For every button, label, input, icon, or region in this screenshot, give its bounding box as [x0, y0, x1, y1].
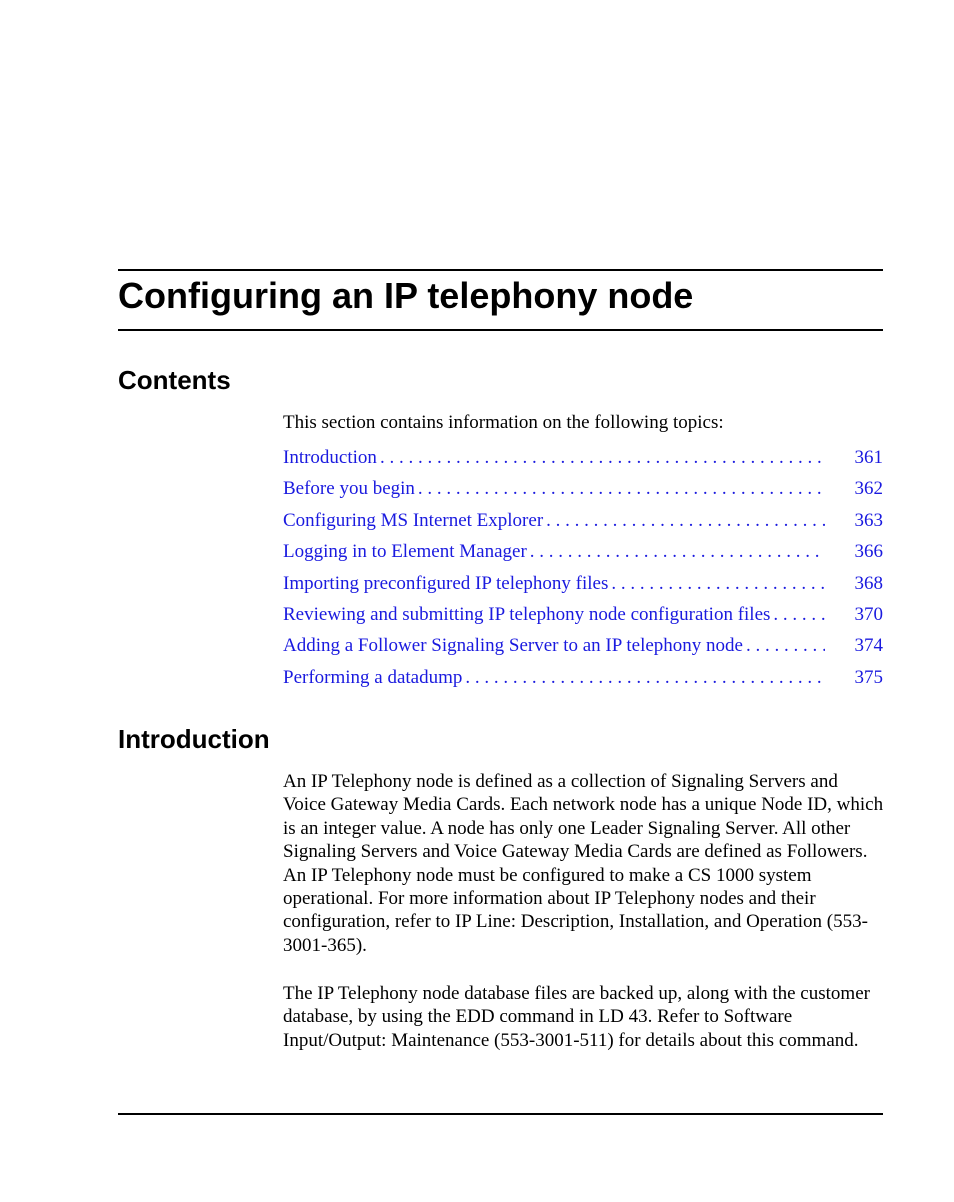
toc-leader-dots: [773, 603, 825, 627]
toc-entry-title: Introduction: [283, 447, 377, 468]
toc-entry-title: Configuring MS Internet Explorer: [283, 509, 544, 531]
toc-entry-title: Adding a Follower Signaling Server to an IP telephony node: [283, 635, 743, 657]
toc-entry-before-you-begin[interactable]: [283, 477, 883, 508]
toc-leader-dots: [546, 509, 825, 533]
toc-entry-logging-in-to-element-manager[interactable]: [283, 540, 883, 571]
toc-entry-title: Importing preconfigured IP telephony files: [283, 572, 609, 594]
introduction-paragraph-1: An IP Telephony node is defined as a collection of Signaling Servers and Voice Gateway Media Cards. Each network node has a unique Node ID, which is an integer value. A node has only one Leader Signaling Server. All other Signaling Servers and Voice Gateway Media Cards are defined as Followers. An IP Telephony node must be configured to make a CS 1000 system operational. For more information about IP Telephony nodes and their configuration, refer to IP Line: Description, Installation, and Operation (553-3001-365).: [283, 771, 884, 956]
toc-leader-dots: [465, 666, 825, 690]
toc-entry-page: 375: [854, 666, 883, 688]
toc-entry-introduction[interactable]: [283, 446, 883, 477]
toc-leader-dots: [418, 477, 825, 501]
toc-entry-adding-follower-signaling-server[interactable]: [283, 634, 883, 665]
introduction-heading: Introduction: [118, 724, 270, 754]
toc-entry-configuring-ms-internet-explorer[interactable]: [283, 509, 883, 540]
toc-entry-page: 362: [854, 478, 883, 500]
toc-entry-title: Reviewing and submitting IP telephony node configuration files: [283, 603, 771, 625]
toc-entry-page: 366: [854, 541, 883, 563]
toc-leader-dots: [746, 634, 825, 658]
toc-leader-dots: [611, 572, 825, 596]
toc-leader-dots: [530, 540, 825, 564]
toc-entry-page: 374: [854, 635, 883, 657]
toc-entry-page: 363: [854, 509, 883, 531]
chapter-top-rule: [118, 269, 883, 271]
table-of-contents: [283, 446, 883, 697]
page-footer-rule: [118, 1113, 883, 1115]
toc-entry-page: 370: [854, 603, 883, 625]
contents-heading: Contents: [118, 365, 231, 395]
toc-entry-title: Performing a datadump: [283, 666, 463, 688]
contents-intro: This section contains information on the following topics:: [283, 412, 724, 433]
introduction-paragraph-2: The IP Telephony node database files are backed up, along with the customer database, by using the EDD command in LD 43. Refer to Software Input/Output: Maintenance (553-3001-511) for details about this command.: [283, 983, 870, 1051]
toc-entry-page: 361: [854, 447, 883, 468]
toc-entry-title: Before you begin: [283, 478, 415, 500]
toc-leader-dots: [380, 446, 825, 470]
chapter-bottom-rule: [118, 329, 883, 331]
toc-entry-page: 368: [854, 572, 883, 594]
chapter-title: Configuring an IP telephony node: [118, 275, 694, 316]
toc-entry-importing-preconfigured-files[interactable]: [283, 572, 883, 603]
toc-entry-reviewing-and-submitting[interactable]: [283, 603, 883, 634]
toc-entry-performing-a-datadump[interactable]: [283, 666, 883, 697]
toc-entry-title: Logging in to Element Manager: [283, 541, 527, 563]
